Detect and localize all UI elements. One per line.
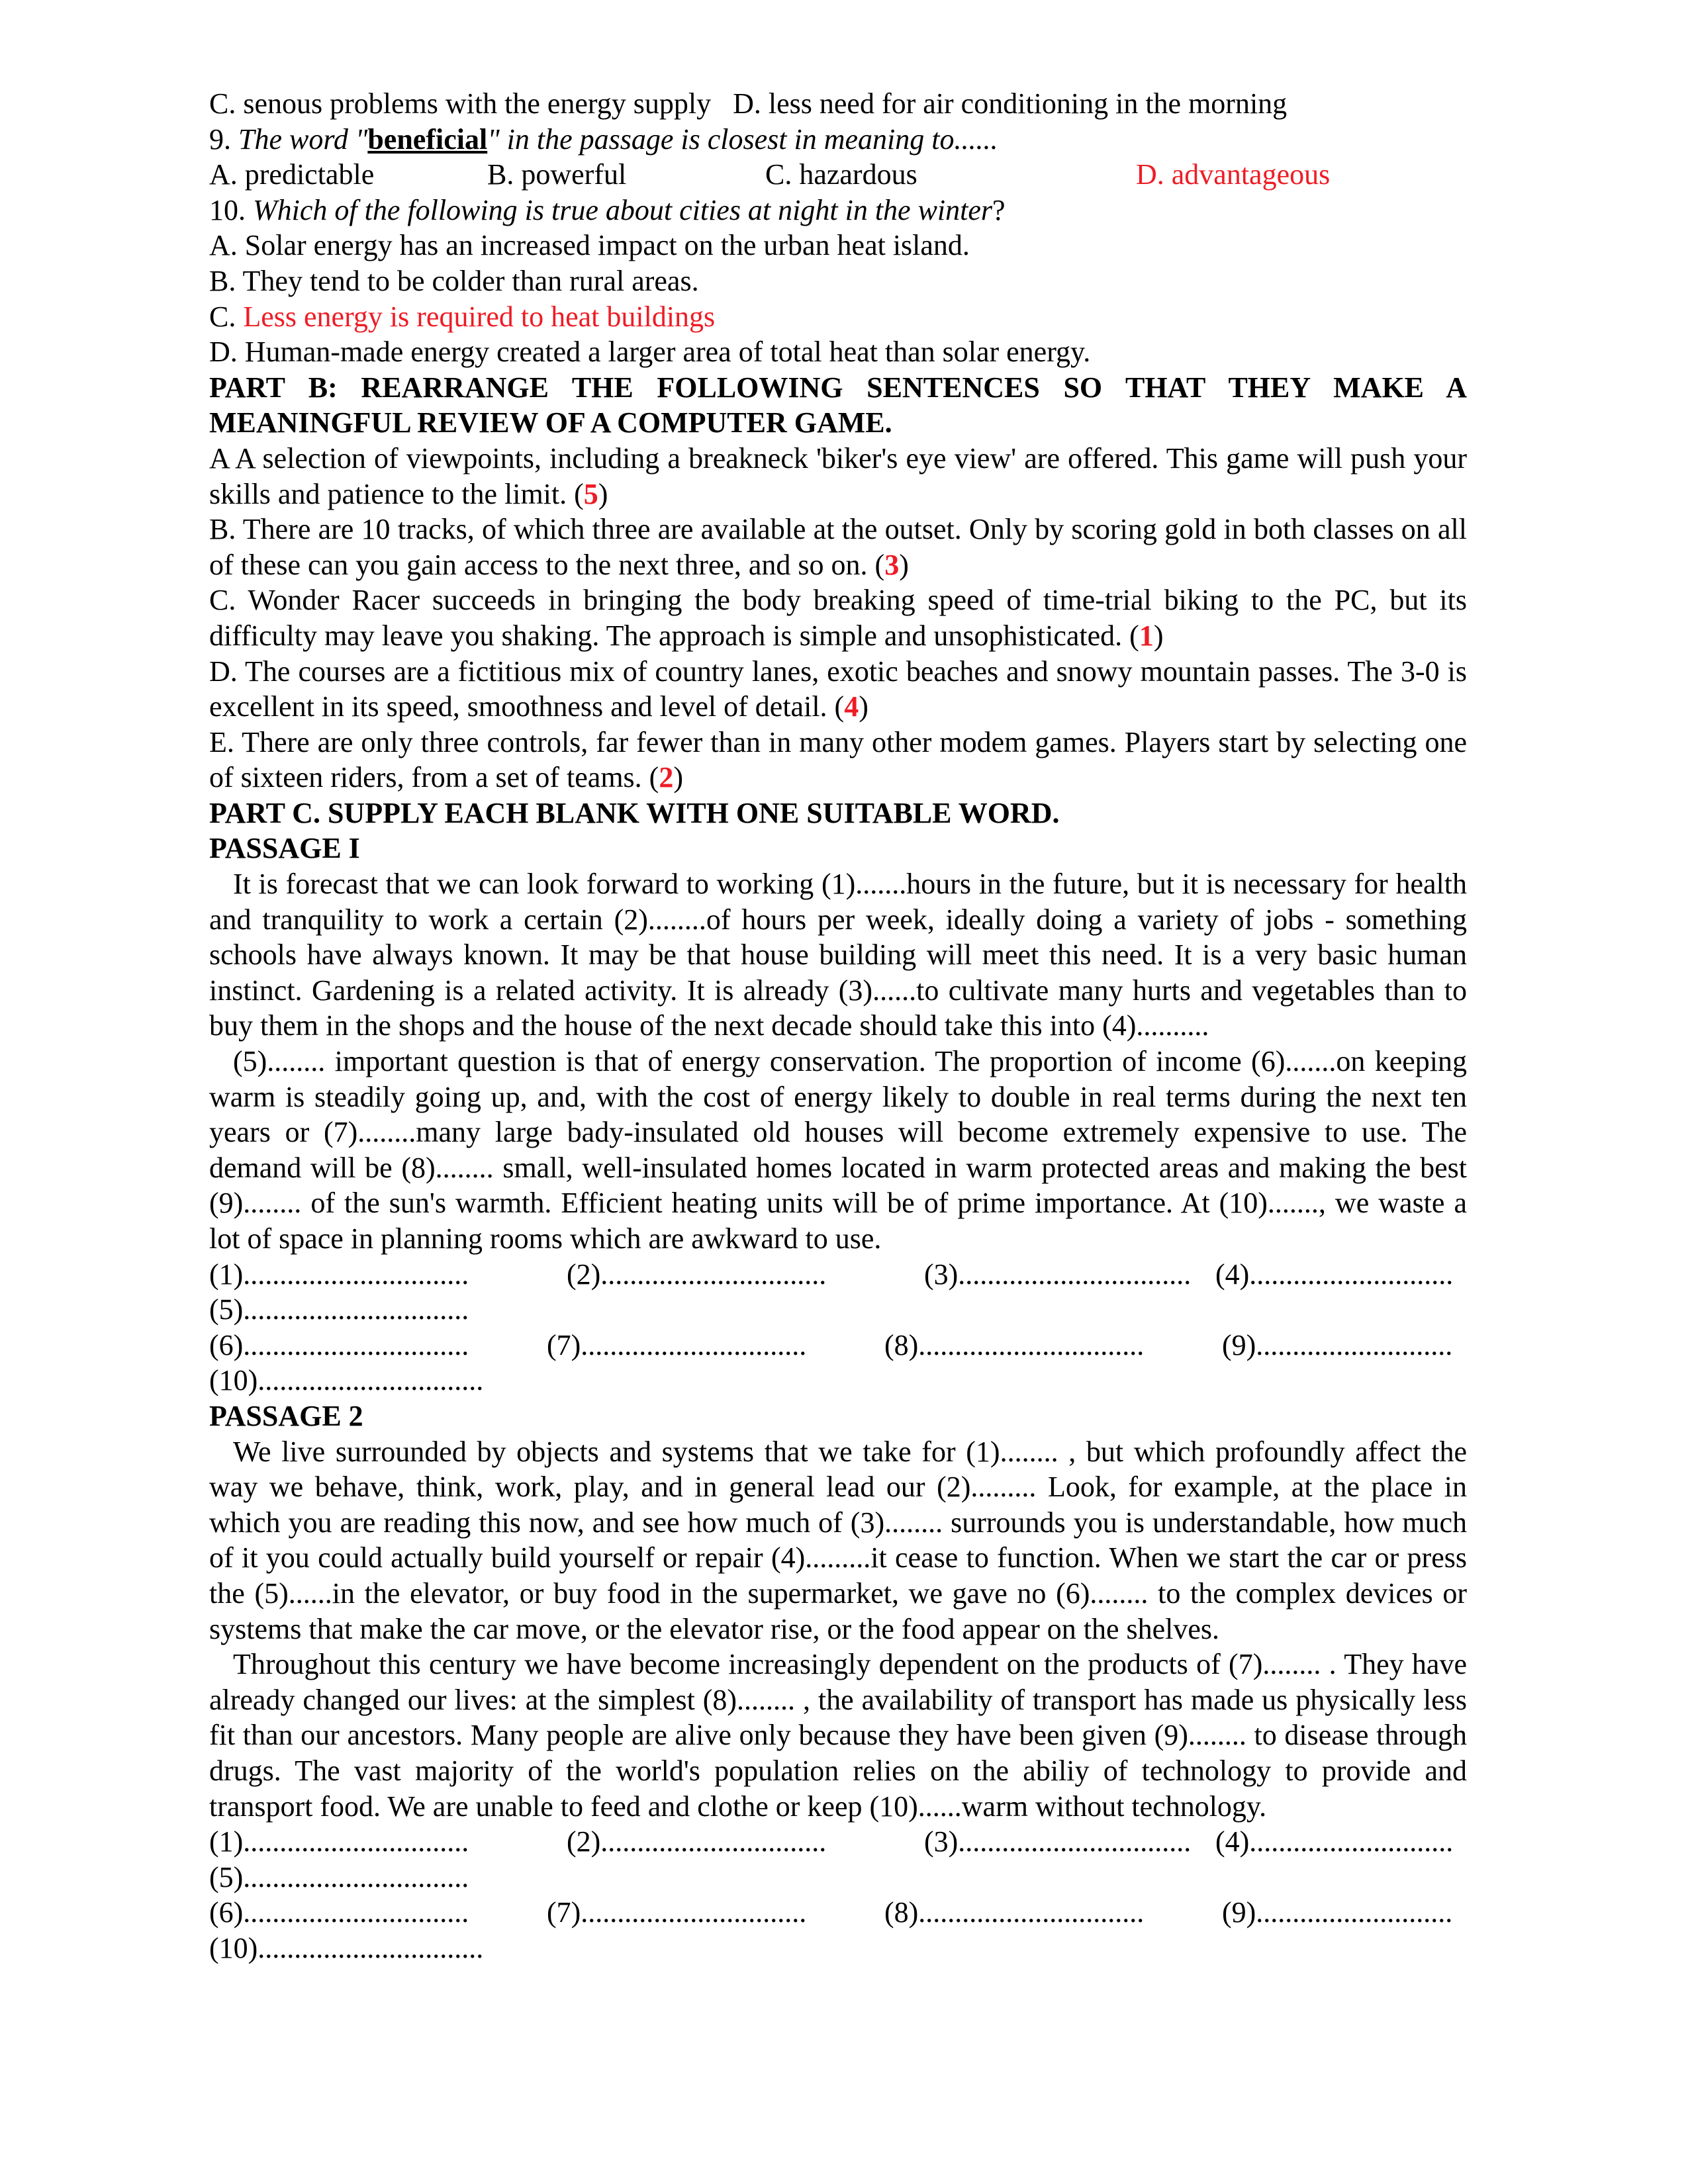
part-b-item-close: ) — [1153, 619, 1164, 652]
p2-blank-2[interactable]: (2)............................... — [567, 1825, 827, 1858]
part-b-answer: 3 — [884, 548, 900, 581]
p2-blank-8[interactable]: (8)............................... — [884, 1896, 1145, 1929]
blank-row — [209, 1895, 1467, 1931]
blank-row — [209, 1931, 1467, 1966]
part-b-item-close: ) — [899, 548, 909, 581]
part-b-section — [209, 370, 1467, 796]
part-b-item-text: C. Wonder Racer succeeds in bringing the body breaking speed of time-trial biking to the PC, but its difficulty may leave you shaking. The approach is simple and unsophisticated. ( — [209, 584, 1467, 652]
part-b-heading: PART B: REARRANGE THE FOLLOWING SENTENCES SO THAT THEY MAKE A MEANINGFUL REVIEW OF A COMPUTER GAME. — [209, 371, 1467, 439]
blank-row — [209, 1824, 1467, 1860]
p1-blank-6[interactable]: (6)............................... — [209, 1328, 469, 1361]
passage-2-answer-blanks — [209, 1824, 1467, 1966]
q9-option-d-answer: D. advantageous — [1136, 158, 1331, 191]
part-c-heading: PART C. SUPPLY EACH BLANK WITH ONE SUITABLE WORD. — [209, 796, 1060, 829]
p2-blank-3[interactable]: (3)................................ — [924, 1825, 1192, 1858]
q10-qmark: ? — [992, 193, 1006, 226]
q10-number: 10. — [209, 193, 253, 226]
part-b-item-text: D. The courses are a fictitious mix of country lanes, exotic beaches and snowy mountain passes. The 3-0 is excellent in its speed, smoothness and level of detail. ( — [209, 655, 1467, 723]
q10-option-c-letter: C. — [209, 300, 244, 333]
p1-blank-7[interactable]: (7)............................... — [547, 1328, 807, 1361]
passage-2-paragraph-1: We live surrounded by objects and systems that we take for (1)........ , but which profoundly affect the way we behave, think, work, play, and in general lead our (2)......... Look, for example, at the place in which you are reading this now, and see how much of (3)........ surrounds you is understandable, how much of it you could actually build yourself or repair (4).........it cease to function. When we start the car or press the (5)......in the elevator, or buy food in the supermarket, we gave no (6)........ to the complex devices or systems that make the car move, or the elevator rise, or the food appear on the shelves. — [209, 1435, 1467, 1645]
part-b-item-c — [209, 582, 1467, 653]
p1-blank-9[interactable]: (9)........................... — [1222, 1328, 1453, 1361]
p2-blank-1[interactable]: (1)............................... — [209, 1825, 469, 1858]
blank-row — [209, 1257, 1467, 1293]
p2-blank-9[interactable]: (9)........................... — [1222, 1896, 1453, 1929]
q9-stem — [209, 122, 1467, 158]
q8-options-cd — [209, 86, 1467, 122]
q9-option-c: C. hazardous — [765, 158, 917, 191]
part-b-answer: 4 — [844, 690, 859, 723]
blank-row — [209, 1328, 1467, 1363]
p1-blank-5[interactable]: (5)............................... — [209, 1293, 469, 1326]
p2-blank-7[interactable]: (7)............................... — [547, 1896, 807, 1929]
p1-blank-4[interactable]: (4)............................ — [1215, 1257, 1454, 1291]
q9-keyword: beneficial — [367, 122, 488, 156]
p2-blank-4[interactable]: (4)............................ — [1215, 1825, 1454, 1858]
blank-row — [209, 1363, 1467, 1398]
part-b-item-d — [209, 654, 1467, 725]
q9-stem-a: The word " — [238, 122, 368, 156]
passage-1-answer-blanks — [209, 1257, 1467, 1398]
document-page — [209, 86, 1467, 1966]
q9-options — [209, 157, 1467, 193]
blank-row — [209, 1292, 1467, 1328]
part-b-item-close: ) — [673, 761, 683, 794]
part-b-item-a — [209, 441, 1467, 512]
q8-option-c: C. senous problems with the energy supply — [209, 87, 712, 120]
p2-blank-6[interactable]: (6)............................... — [209, 1896, 469, 1929]
q9-option-a: A. predictable — [209, 158, 375, 191]
part-b-item-text: E. There are only three controls, far fewer than in many other modem games. Players start by selecting one of sixteen riders, from a set of teams. ( — [209, 725, 1467, 794]
part-b-item-text: B. There are 10 tracks, of which three are available at the outset. Only by scoring gold in both classes on all of these can you gain access to the next three, and so on. ( — [209, 513, 1467, 581]
q10-option-d: D. Human-made energy created a larger area of total heat than solar energy. — [209, 336, 1091, 369]
part-b-item-e — [209, 725, 1467, 796]
part-b-answer: 1 — [1139, 619, 1154, 652]
part-b-item-b — [209, 512, 1467, 582]
q10-stem — [209, 193, 1467, 228]
q9-stem-b: " in the passage is closest in meaning to...... — [487, 122, 998, 156]
blank-row — [209, 1860, 1467, 1895]
part-b-item-text: A A selection of viewpoints, including a breakneck 'biker's eye view' are offered. This game will push your skills and patience to the limit. ( — [209, 441, 1467, 510]
passage-2-title: PASSAGE 2 — [209, 1399, 363, 1432]
q10-stem-text: Which of the following is true about cities at night in the winter — [253, 193, 993, 226]
part-b-answer: 2 — [659, 761, 674, 794]
p1-blank-3[interactable]: (3)................................ — [924, 1257, 1192, 1291]
part-b-item-close: ) — [598, 477, 608, 510]
p1-blank-8[interactable]: (8)............................... — [884, 1328, 1145, 1361]
passage-2-section — [209, 1398, 1467, 1824]
p2-blank-10[interactable]: (10)............................... — [209, 1931, 484, 1964]
p1-blank-2[interactable]: (2)............................... — [567, 1257, 827, 1291]
q10-option-c-answer: Less energy is required to heat buildings — [243, 300, 716, 333]
p2-blank-5[interactable]: (5)............................... — [209, 1860, 469, 1893]
part-b-item-close: ) — [859, 690, 868, 723]
part-c-section — [209, 796, 1467, 1257]
q9-number: 9. — [209, 122, 238, 156]
p1-blank-10[interactable]: (10)............................... — [209, 1364, 484, 1397]
p1-blank-1[interactable]: (1)............................... — [209, 1257, 469, 1291]
passage-1-title: PASSAGE I — [209, 832, 360, 865]
passage-2-paragraph-2: Throughout this century we have become increasingly dependent on the products of (7)........ . They have already changed our lives: at the simplest (8)........ , the availability of transport has made us physically less fit than our ancestors. Many people are alive only because they have been given (9)........ to disease through drugs. The vast majority of the world's population relies on the abiliy of technology to provide and transport food. We are unable to feed and clothe or keep (10)......warm without technology. — [209, 1648, 1467, 1823]
passage-1-paragraph-1: It is forecast that we can look forward to working (1).......hours in the future, but it is necessary for health and tranquility to work a certain (2)........of hours per week, ideally doing a variety of jobs - something schools have always known. It may be that house building will meet this need. It is a very basic human instinct. Gardening is a related activity. It is already (3)......to cultivate many hurts and vegetables than to buy them in the shops and the house of the next decade should take this into (4).......... — [209, 868, 1467, 1042]
q10-option-c — [209, 299, 1467, 335]
q10-option-b: B. They tend to be colder than rural areas. — [209, 264, 699, 297]
passage-1-paragraph-2: (5)........ important question is that of energy conservation. The proportion of income (6).......on keeping warm is steadily going up, and, with the cost of energy likely to double in real terms during the next ten years or (7)........many large bady-insulated old houses will become extremely expensive to use. The demand will be (8)........ small, well-insulated homes located in warm protected areas and making the best (9)........ of the sun's warmth. Efficient heating units will be of prime importance. At (10)......., we waste a lot of space in planning rooms which are awkward to use. — [209, 1045, 1467, 1255]
part-b-answer: 5 — [583, 477, 598, 510]
q8-option-d: D. less need for air conditioning in the morning — [733, 87, 1288, 120]
q10-option-a: A. Solar energy has an increased impact on the urban heat island. — [209, 229, 970, 262]
q9-option-b: B. powerful — [487, 158, 627, 191]
